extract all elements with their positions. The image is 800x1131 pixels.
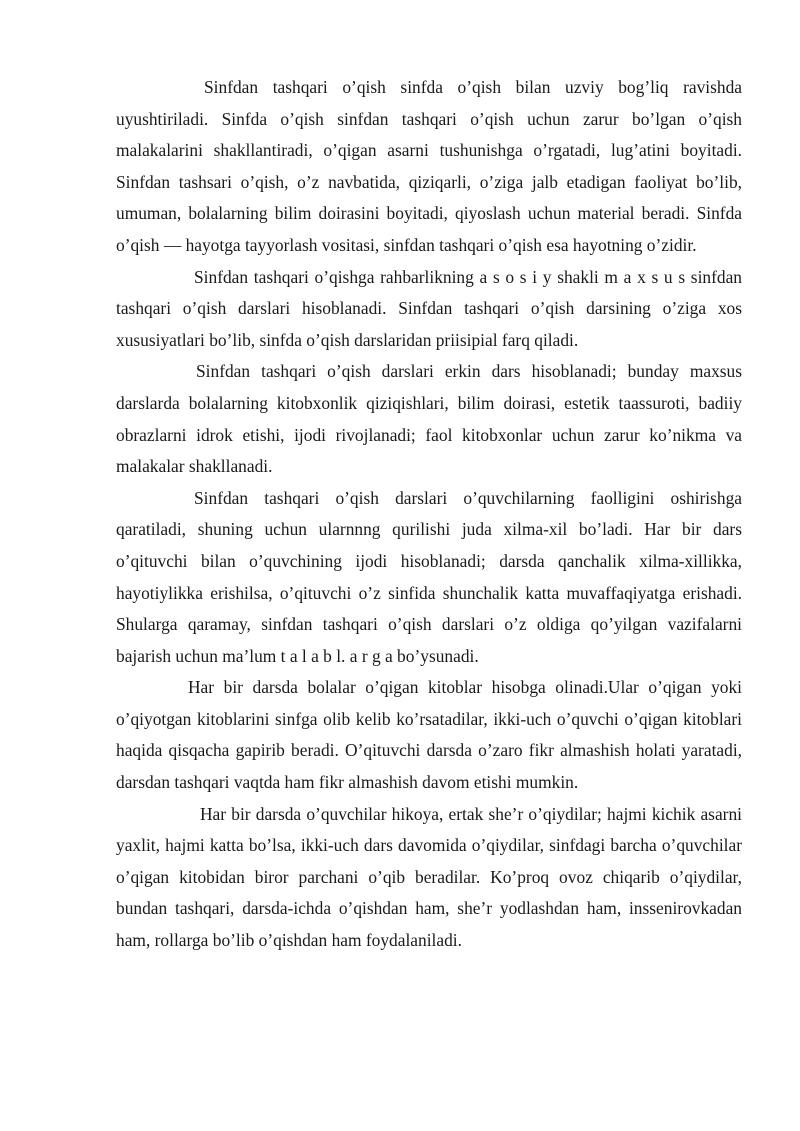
paragraph-6: Har bir darsda o’quvchilar hikoya, ertak she’r o’qiydilar; hajmi kichik asarni yaxlit, hajmi katta bo’lsa, ikki-uch dars davomida o’qiydilar, sinfdagi barcha o’quvchilar o’qigan kitobidan biror parchani o’qib beradilar. Ko’proq ovoz chiqarib o’qiydilar, bundan tashqari, darsda-ichda o’qishdan ham, she’r yodlashdan ham, inssenirovkadan ham, rollarga bo’lib o’qishdan ham foydalaniladi. <box>116 803 742 951</box>
paragraph-2: Sinfdan tashqari o’qishga rahbarlikning a s o s i y shakli m a x s u s sinfdan tashqari o’qish darslari hisoblanadi. Sinfdan tashqari o’qish darsining o’ziga xos xususiyatlari bo’lib, sinfda o’qish darslaridan priisipial farq qiladi. <box>116 266 742 350</box>
document-page <box>116 72 742 957</box>
paragraph-5: Har bir darsda bolalar o’qigan kitoblar hisobga olinadi.Ular o’qigan yoki o’qiyotgan kitoblarini sinfga olib kelib ko’rsatadilar, ikki-uch o’quvchi o’qigan kitoblari haqida qisqacha gapirib beradi. O’qituvchi darsda o’zaro fikr almashish holati yaratadi, darsdan tashqari vaqtda ham fikr almashish davom etishi mumkin. <box>116 677 742 793</box>
paragraph-3: Sinfdan tashqari o’qish darslari erkin dars hisoblanadi; bunday maxsus darslarda bolalarning kitobxonlik qiziqishlari, bilim doirasi, estetik taassuroti, badiiy obrazlarni idrok etishi, ijodi rivojlanadi; faol kitobxonlar uchun zarur ko’nikma va malakalar shakllanadi. <box>116 361 742 477</box>
paragraph-1: Sinfdan tashqari o’qish sinfda o’qish bilan uzviy bog’liq ravishda uyushtiriladi. Sinfda o’qish sinfdan tashqari o’qish uchun zarur bo’lgan o’qish malakalarini shakllantiradi, o’qigan asarni tushunishga o’rgatadi, lug’atini boyitadi. Sinfdan tashsari o’qish, o’z navbatida, qiziqarli, o’ziga jalb etadigan faoliyat bo’lib, umuman, bolalarning bilim doirasini boyitadi, qiyoslash uchun material beradi. Sinfda o’qish — hayotga tayyorlash vositasi, sinfdan tashqari o’qish esa hayotning o’zidir. <box>116 77 742 255</box>
paragraph-4: Sinfdan tashqari o’qish darslari o’quvchilarning faolligini oshirishga qaratiladi, shuning uchun ularnnng qurilishi juda xilma-xil bo’ladi. Har bir dars o’qituvchi bilan o’quvchining ijodi hisoblanadi; darsda qanchalik xilma-xillikka, hayotiylikka erishilsa, o’qituvchi o’z sinfida shunchalik katta muvaffaqiyatga erishadi. Shularga qaramay, sinfdan tashqari o’qish darslari o’z oldiga qo’yilgan vazifalarni bajarish uchun ma’lum t a l a b l. a r g a bo’ysunadi. <box>116 487 742 666</box>
